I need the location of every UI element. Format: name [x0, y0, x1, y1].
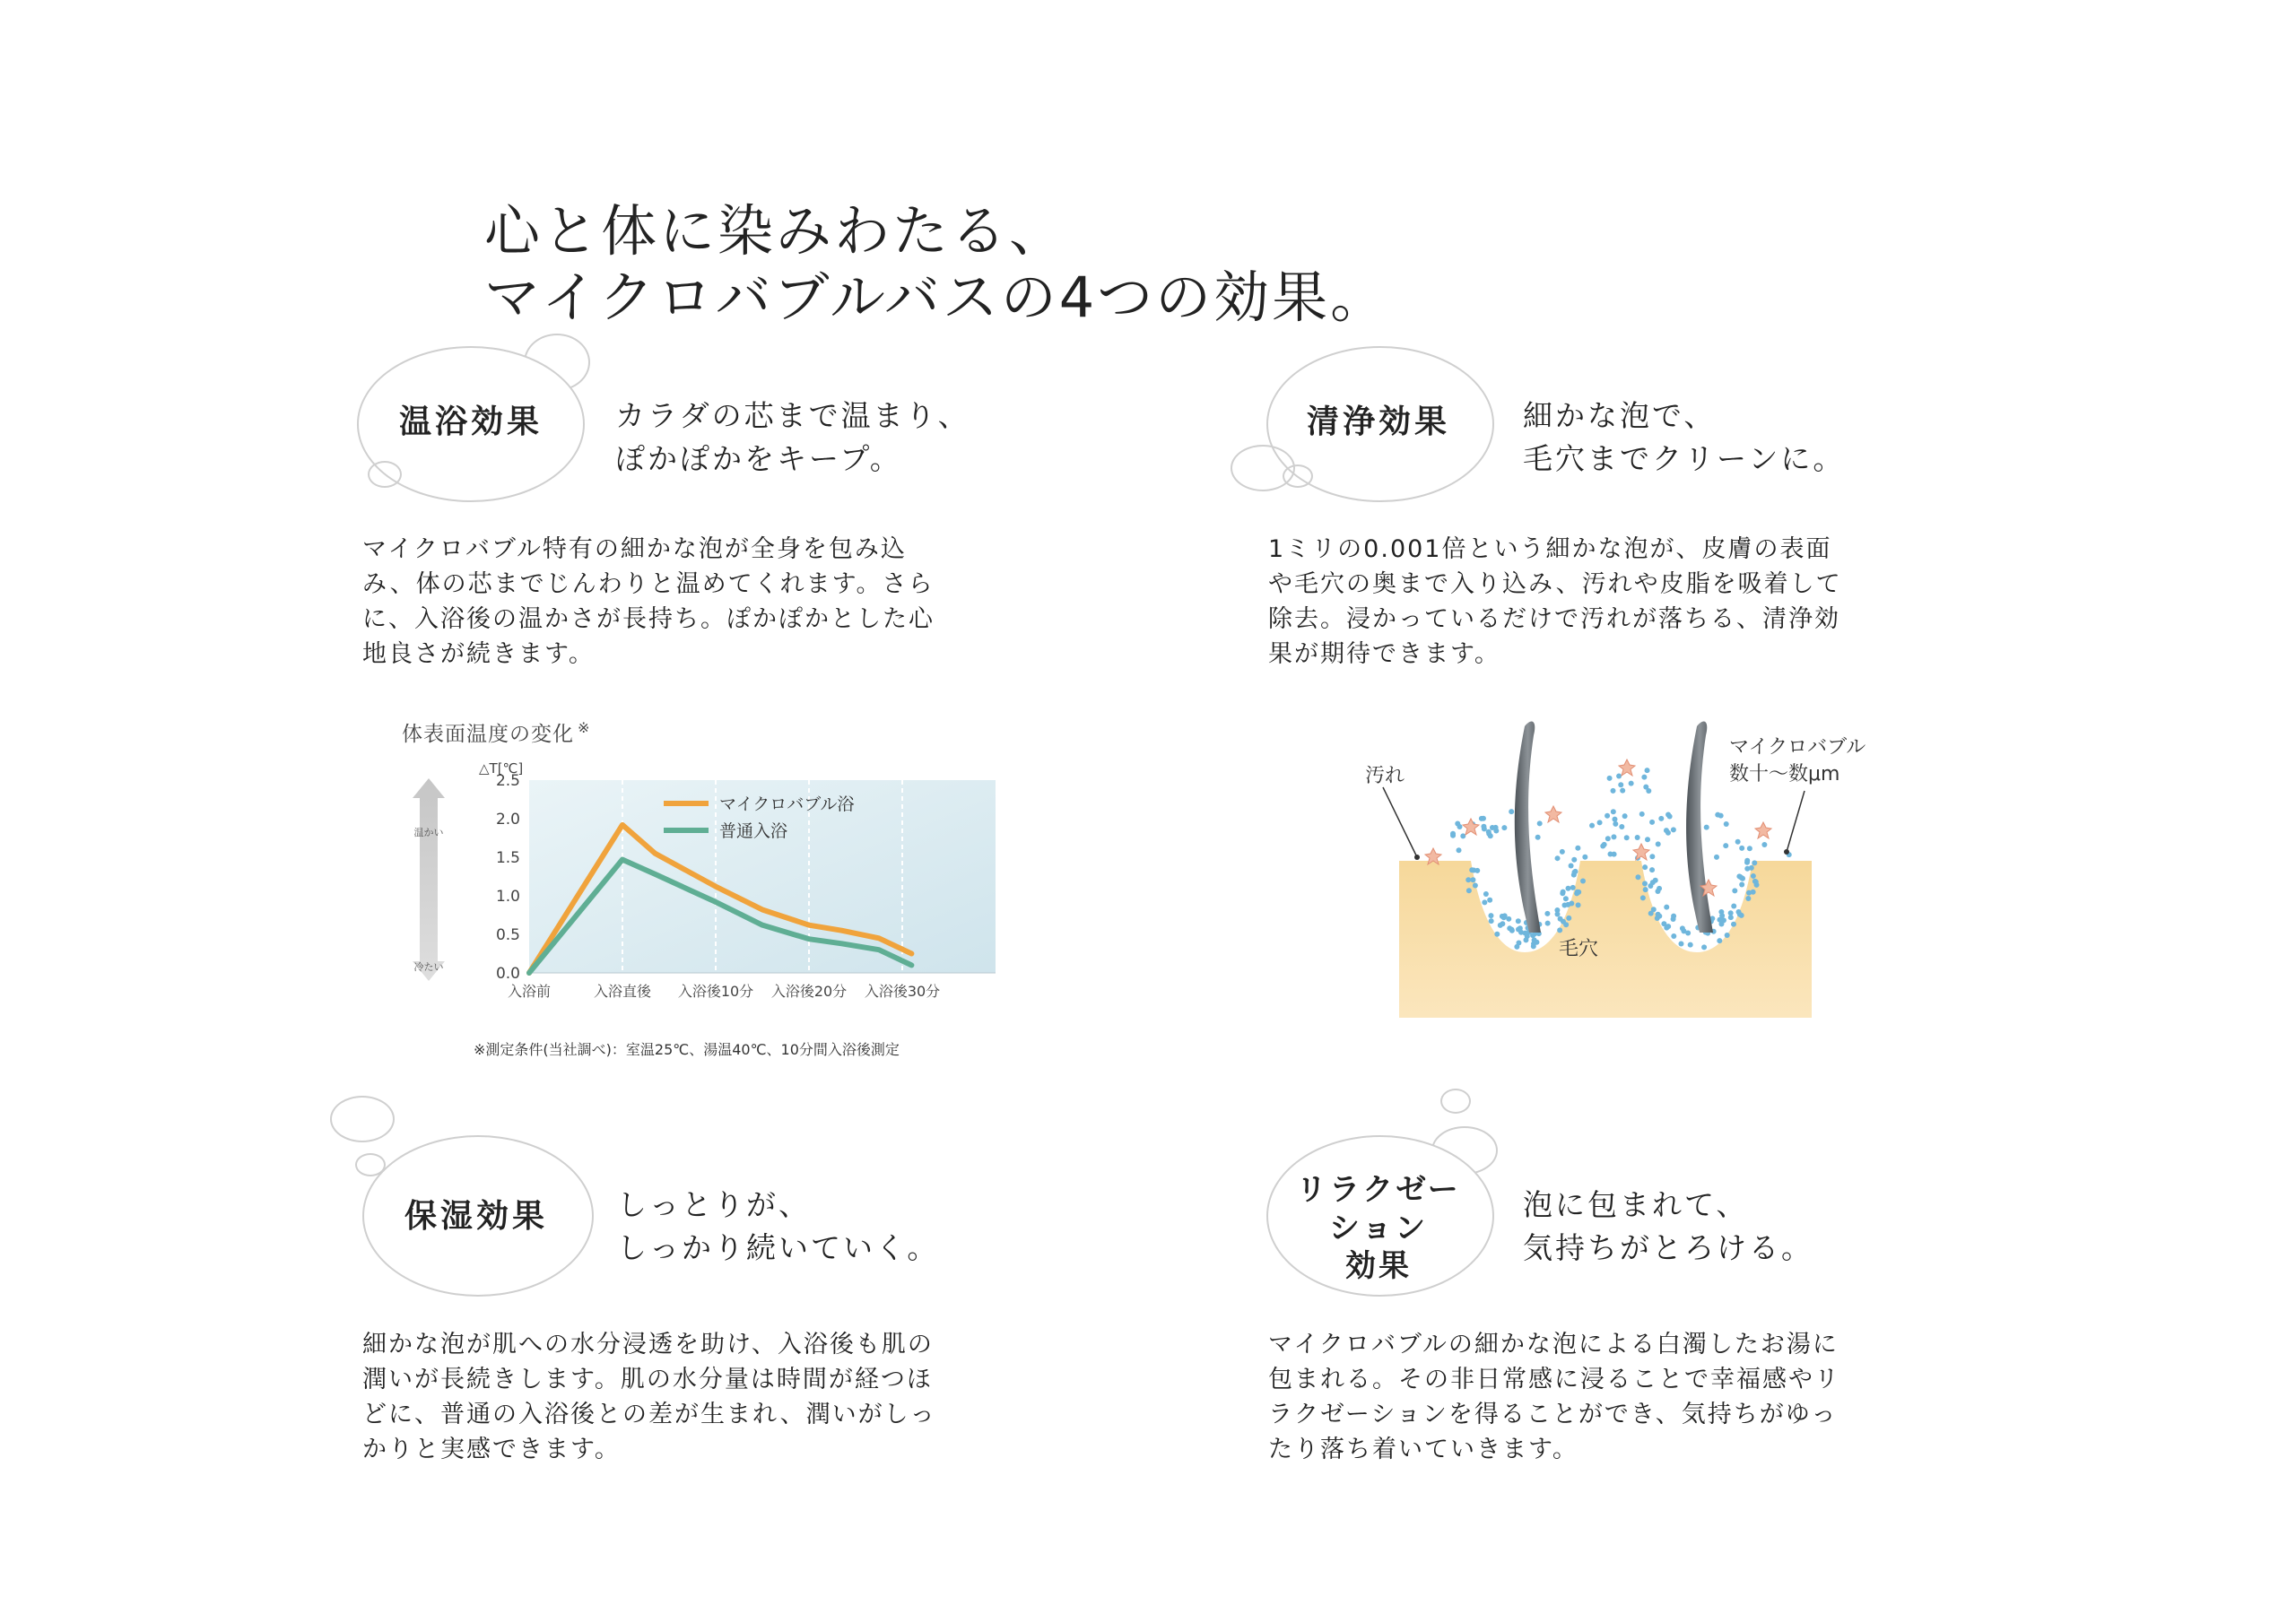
- micro-bubble: [1482, 826, 1487, 831]
- micro-bubble: [1635, 874, 1640, 880]
- legend-label-1: マイクロバブル浴: [719, 794, 855, 814]
- micro-bubble: [1751, 873, 1756, 879]
- micro-bubble: [1718, 813, 1724, 819]
- micro-bubble: [1635, 835, 1640, 840]
- micro-bubble: [1671, 827, 1676, 832]
- micro-bubble: [1501, 915, 1507, 920]
- micro-bubble: [1570, 885, 1576, 890]
- dirt-particle: [1463, 819, 1479, 835]
- micro-bubble: [1739, 882, 1744, 888]
- micro-bubble: [1664, 905, 1669, 910]
- micro-bubble: [1597, 820, 1603, 825]
- section-label-warm: 温浴効果: [398, 404, 543, 440]
- y-tick-label: 2.5: [495, 772, 520, 790]
- micro-bubble: [1622, 813, 1628, 819]
- micro-bubble: [1537, 820, 1543, 826]
- micro-bubble: [1490, 825, 1495, 830]
- section-body-warm: マイクロバブル特有の細かな泡が全身を包み込 み、体の芯までじんわりと温めてくれます。さら に、入浴後の温かさが長持ち。ぽかぽかとした心 地良さが続きます。: [362, 535, 935, 669]
- micro-bubble: [1655, 916, 1660, 921]
- micro-bubble: [1624, 835, 1630, 840]
- micro-bubble: [1563, 922, 1569, 927]
- micro-bubble: [1611, 834, 1616, 839]
- micro-bubble: [1723, 843, 1728, 848]
- y-axis-label: △T[℃]: [479, 760, 524, 777]
- micro-bubble: [1535, 835, 1541, 840]
- micro-bubble: [1661, 921, 1666, 926]
- micro-bubble: [1618, 782, 1623, 787]
- y-tick-label: 1.0: [495, 888, 520, 906]
- micro-bubble: [1518, 925, 1523, 931]
- micro-bubble: [1714, 855, 1719, 860]
- page-title-line-1: 心と体に染みわたる、: [484, 198, 1068, 264]
- micro-bubble: [1576, 902, 1581, 907]
- micro-bubble: [1688, 942, 1693, 948]
- y-tick-label: 2.0: [495, 811, 520, 829]
- micro-bubble: [1739, 846, 1744, 851]
- section-headline-moist: しっとりが、 しっかり続いていく。: [617, 1187, 940, 1265]
- micro-bubble: [1575, 846, 1580, 851]
- micro-bubble: [1717, 938, 1722, 943]
- micro-bubble: [1671, 914, 1676, 919]
- micro-bubble: [1620, 788, 1625, 794]
- micro-bubble: [1735, 839, 1741, 845]
- micro-bubble: [1455, 820, 1460, 826]
- micro-bubble: [1735, 909, 1741, 915]
- pore-diagram: [1345, 708, 1937, 1022]
- micro-bubble: [1616, 773, 1622, 778]
- y-tick-label: 0.0: [495, 965, 520, 983]
- micro-bubble: [1494, 932, 1500, 937]
- micro-bubble: [1719, 913, 1725, 918]
- micro-bubble: [1605, 813, 1610, 819]
- micro-bubble: [1457, 847, 1462, 853]
- scale-label-warm: 温かい: [413, 827, 444, 838]
- micro-bubble: [1701, 944, 1707, 950]
- micro-bubble: [1523, 931, 1528, 936]
- micro-bubble: [1563, 896, 1569, 901]
- micro-bubble: [1656, 841, 1661, 846]
- decor-bubble: [1440, 1089, 1471, 1114]
- micro-bubble: [1612, 817, 1617, 822]
- micro-bubble: [1469, 867, 1474, 872]
- micro-bubble: [1680, 925, 1685, 931]
- skin-block: [1399, 861, 1812, 1018]
- micro-bubble: [1745, 896, 1751, 901]
- section-label-relax: リラクゼー ション 効果: [1296, 1172, 1461, 1284]
- x-tick-label: 入浴前: [507, 983, 552, 1000]
- micro-bubble: [1747, 846, 1752, 851]
- micro-bubble: [1605, 836, 1611, 841]
- micro-bubble: [1629, 781, 1634, 786]
- section-body-relax: マイクロバブルの細かな泡による白濁したお湯に 包まれる。その非日常感に浸ることで幸福感やリ ラクゼーションを得ることができ、気持ちがゆっ たり落ち着いていきます。: [1268, 1331, 1840, 1464]
- micro-bubble: [1740, 876, 1745, 881]
- section-label-moist: 保湿効果: [404, 1198, 548, 1235]
- micro-bubble: [1530, 933, 1535, 938]
- micro-bubble: [1671, 933, 1676, 939]
- micro-bubble: [1487, 898, 1492, 903]
- micro-bubble: [1665, 830, 1671, 836]
- micro-bubble: [1589, 823, 1595, 829]
- micro-bubble: [1582, 855, 1587, 860]
- micro-bubble: [1612, 852, 1617, 857]
- hair-strand: [1515, 722, 1541, 933]
- micro-bubble: [1600, 844, 1605, 849]
- micro-bubble: [1642, 864, 1648, 870]
- dirt-particle: [1755, 822, 1771, 838]
- micro-bubble: [1658, 816, 1664, 821]
- section-label-clean: 清浄効果: [1306, 404, 1450, 440]
- micro-bubble: [1558, 916, 1563, 922]
- micro-bubble: [1544, 911, 1550, 916]
- micro-bubble: [1639, 812, 1645, 817]
- micro-bubble: [1483, 891, 1489, 897]
- micro-bubble: [1566, 916, 1571, 921]
- micro-bubble: [1728, 910, 1734, 916]
- micro-bubble: [1516, 918, 1521, 924]
- micro-bubble: [1506, 916, 1511, 922]
- scale-arrow: [413, 778, 445, 981]
- x-tick-label: 入浴後20分: [770, 983, 848, 1000]
- micro-bubble: [1561, 890, 1566, 895]
- micro-bubble: [1500, 921, 1505, 926]
- section-headline-clean: 細かな泡で、 毛穴までクリーンに。: [1523, 398, 1846, 476]
- micro-bubble: [1607, 776, 1613, 781]
- micro-bubble: [1651, 907, 1657, 912]
- micro-bubble: [1611, 788, 1616, 794]
- micro-bubble: [1450, 831, 1456, 837]
- leader-dot-bubble: [1784, 849, 1789, 855]
- micro-bubble: [1554, 911, 1560, 916]
- decor-bubble: [330, 1096, 395, 1142]
- micro-bubble: [1744, 866, 1750, 872]
- micro-bubble: [1619, 824, 1624, 829]
- micro-bubble: [1557, 927, 1562, 933]
- micro-bubble: [1569, 901, 1574, 907]
- y-tick-label: 0.5: [495, 926, 520, 944]
- micro-bubble: [1531, 943, 1536, 949]
- micro-bubble: [1642, 881, 1648, 886]
- micro-bubble: [1732, 888, 1737, 893]
- micro-bubble: [1746, 890, 1752, 896]
- micro-bubble: [1752, 860, 1757, 865]
- micro-bubble: [1731, 904, 1736, 909]
- chart-note: ※測定条件(当社調べ)：室温25℃、湯温40℃、10分間入浴後測定: [474, 1041, 900, 1058]
- micro-bubble: [1489, 918, 1494, 924]
- micro-bubble: [1761, 842, 1767, 847]
- micro-bubble: [1460, 833, 1465, 838]
- micro-bubble: [1611, 809, 1616, 814]
- scale-label-cold: 冷たい: [413, 961, 444, 973]
- micro-bubble: [1649, 854, 1655, 859]
- micro-bubble: [1645, 768, 1650, 773]
- micro-bubble: [1486, 831, 1492, 837]
- micro-bubble: [1488, 913, 1493, 918]
- micro-bubble: [1571, 857, 1577, 863]
- micro-bubble: [1545, 921, 1551, 926]
- micro-bubble: [1465, 877, 1471, 882]
- section-body-moist: 細かな泡が肌への水分浸透を助け、入浴後も肌の 潤いが長続きします。肌の水分量は時間が経つほ どに、普通の入浴後との差が生まれ、潤いがしっ かりと実感できます。: [362, 1331, 936, 1464]
- micro-bubble: [1754, 882, 1760, 888]
- leader-line-bubble: [1787, 791, 1805, 852]
- micro-bubble: [1665, 812, 1671, 817]
- micro-bubble: [1640, 895, 1646, 900]
- micro-bubble: [1509, 809, 1514, 814]
- micro-bubble: [1744, 858, 1750, 864]
- leader-dot-dirt: [1414, 855, 1420, 860]
- micro-bubble: [1648, 883, 1653, 889]
- micro-bubble: [1724, 821, 1729, 827]
- micro-bubble: [1613, 821, 1618, 827]
- temperature-chart: [386, 753, 1049, 1022]
- micro-bubble: [1560, 849, 1565, 855]
- micro-bubble: [1643, 785, 1648, 790]
- micro-bubble: [1509, 928, 1515, 933]
- micro-bubble: [1731, 922, 1736, 927]
- micro-bubble: [1649, 867, 1655, 872]
- legend-label-2: 普通入浴: [719, 821, 788, 841]
- section-headline-warm: カラダの芯まで温まり、 ぽかぽかをキープ。: [615, 398, 970, 476]
- micro-bubble: [1649, 820, 1655, 825]
- micro-bubble: [1641, 775, 1647, 780]
- micro-bubble: [1473, 883, 1478, 889]
- section-headline-relax: 泡に包まれて、 気持ちがとろける。: [1523, 1187, 1813, 1265]
- decor-bubble: [368, 461, 402, 488]
- leader-line-dirt: [1383, 787, 1417, 857]
- diagram-label-bubble: マイクロバブル: [1729, 736, 1866, 759]
- x-tick-label: 入浴後10分: [677, 983, 754, 1000]
- y-tick-label: 1.5: [495, 849, 520, 867]
- micro-bubble: [1479, 816, 1484, 821]
- micro-bubble: [1719, 918, 1725, 924]
- micro-bubble: [1571, 870, 1577, 875]
- micro-bubble: [1657, 886, 1662, 891]
- page-title-line-2: マイクロバブルバスの4つの効果。: [484, 265, 1389, 330]
- micro-bubble: [1725, 933, 1730, 938]
- micro-bubble: [1574, 890, 1579, 896]
- diagram-label-bubble-size: 数十〜数μm: [1729, 763, 1840, 785]
- decor-bubble: [1283, 464, 1313, 488]
- micro-bubble: [1555, 855, 1561, 861]
- micro-bubble: [1532, 937, 1537, 942]
- x-tick-label: 入浴後30分: [864, 983, 941, 1000]
- diagram-label-dirt: 汚れ: [1365, 765, 1405, 787]
- micro-bubble: [1569, 864, 1574, 869]
- micro-bubble: [1643, 887, 1648, 892]
- micro-bubble: [1653, 878, 1658, 883]
- micro-bubble: [1704, 825, 1709, 830]
- micro-bubble: [1482, 899, 1487, 905]
- section-body-clean: 1ミリの0.001倍という細かな泡が、皮膚の表面 や毛穴の奥まで入り込み、汚れや皮脂を吸着して 除去。浸かっているだけで汚れが落ちる、清浄効 果が期待できます。: [1268, 535, 1842, 669]
- micro-bubble: [1514, 944, 1519, 950]
- x-tick-label: 入浴直後: [593, 983, 652, 1000]
- dirt-particle: [1545, 806, 1561, 822]
- micro-bubble: [1523, 937, 1528, 942]
- micro-bubble: [1678, 941, 1683, 946]
- dirt-particle: [1619, 759, 1635, 776]
- chart-title: 体表面温度の変化 ※: [402, 719, 591, 746]
- micro-bubble: [1501, 825, 1507, 830]
- micro-bubble: [1466, 888, 1472, 893]
- micro-bubble: [1565, 886, 1570, 891]
- micro-bubble: [1645, 837, 1650, 842]
- diagram-label-pore: 毛穴: [1559, 938, 1599, 960]
- micro-bubble: [1580, 878, 1586, 883]
- micro-bubble: [1470, 877, 1475, 882]
